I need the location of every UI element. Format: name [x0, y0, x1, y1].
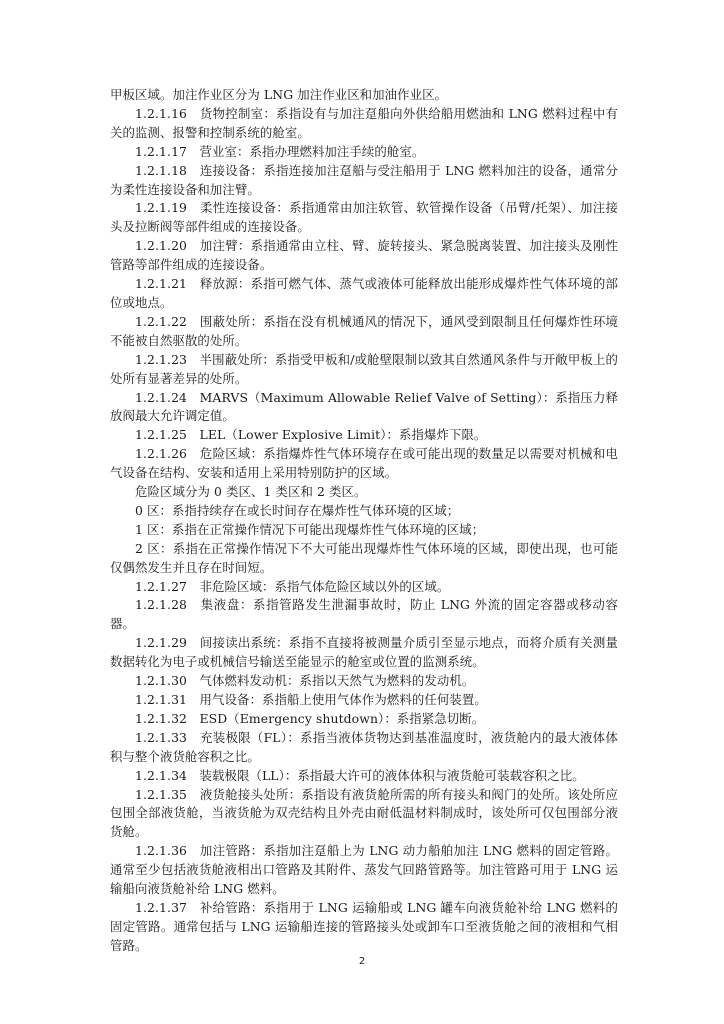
- paragraph: 1.2.1.16 货物控制室：系指设有与加注趸船向外供给船用燃油和 LNG 燃料过程中有关的监测、报警和控制系统的舱室。: [110, 105, 618, 140]
- paragraph: 1.2.1.37 补给管路：系指用于 LNG 运输船或 LNG 罐车向液货舱补给 LNG 燃料的固定管路。通常包括与 LNG 运输船连接的管路接头处或卸车口至液货舱之间的液相和气相管路。: [110, 899, 618, 953]
- paragraph: 1.2.1.32 ESD（Emergency shutdown）：系指紧急切断。: [135, 710, 485, 726]
- paragraph: 1.2.1.23 半围蔽处所：系指受甲板和/或舱壁限制以致其自然通风条件与开敞甲板上的处所有显著差异的处所。: [110, 351, 618, 386]
- paragraph: 1.2.1.29 间接读出系统：系指不直接将被测量介质引至显示地点，而将介质有关测量数据转化为电子或机械信号输送至能显示的舱室或位置的监测系统。: [110, 635, 618, 670]
- paragraph: 1.2.1.21 释放源：系指可燃气体、蒸气或液体可能释放出能形成爆炸性气体环境的部位或地点。: [110, 276, 618, 310]
- paragraph: 1.2.1.34 装载极限（LL）：系指最大许可的液体体积与液货舱可装载容积之比。: [135, 767, 585, 783]
- paragraph: 2 区：系指在正常操作情况下不大可能出现爆炸性气体环境的区域，即使出现，也可能仅偶然发生并且存在时间短。: [110, 540, 618, 575]
- paragraph: 1.2.1.28 集液盘：系指管路发生泄漏事故时，防止 LNG 外流的固定容器或移动容器。: [110, 597, 618, 632]
- paragraph: 1.2.1.35 液货舱接头处所：系指设有液货舱所需的所有接头和阀门的处所。该处所应包围全部液货舱，当液货舱为双壳结构且外壳由耐低温材料制成时，该处所可仅包围部分液货舱。: [110, 786, 618, 840]
- paragraph: 1.2.1.18 连接设备：系指连接加注趸船与受注船用于 LNG 燃料加注的设备，通常分为柔性连接设备和加注臂。: [110, 162, 618, 197]
- paragraph: 1.2.1.24 MARVS（Maximum Allowable Relief Valve of Setting）：系指压力释放阀最大允许调定值。: [110, 389, 618, 424]
- paragraph: 1.2.1.25 LEL（Lower Explosive Limit）：系指爆炸下限。: [135, 427, 487, 443]
- paragraph: 1.2.1.36 加注管路：系指加注趸船上为 LNG 动力船舶加注 LNG 燃料的固定管路。通常至少包括液货舱液相出口管路及其附件、蒸发气回路管路等。加注管路可用于 LNG 运输船向液货舱补给 LNG 燃料。: [110, 843, 618, 897]
- paragraph: 1.2.1.30 气体燃料发动机：系指以天然气为燃料的发动机。: [135, 673, 475, 689]
- document-body: [110, 86, 618, 956]
- paragraph: 危险区域分为 0 类区、1 类区和 2 类区。: [135, 484, 367, 500]
- paragraph: 1.2.1.20 加注臂：系指通常由立柱、臂、旋转接头、紧急脱离装置、加注接头及刚性管路等部件组成的连接设备。: [110, 238, 618, 273]
- paragraph: 1.2.1.31 用气设备：系指船上使用气体作为燃料的任何装置。: [135, 692, 487, 707]
- paragraph: 1 区：系指在正常操作情况下可能出现爆炸性气体环境的区域；: [135, 521, 485, 537]
- paragraph: 1.2.1.27 非危险区域：系指气体危险区域以外的区域。: [135, 578, 450, 594]
- paragraph: 0 区：系指持续存在或长时间存在爆炸性气体环境的区域；: [135, 502, 460, 518]
- paragraph: 1.2.1.22 围蔽处所：系指在没有机械通风的情况下，通风受到限制且任何爆炸性环境不能被自然驱散的处所。: [110, 313, 618, 348]
- paragraph: 1.2.1.33 充装极限（FL）：系指当液体货物达到基准温度时，液货舱内的最大液体体积与整个液货舱容积之比。: [110, 729, 618, 764]
- paragraph: 1.2.1.19 柔性连接设备：系指通常由加注软管、软管操作设备（吊臂/托架）、加注接头及拉断阀等部件组成的连接设备。: [110, 200, 618, 235]
- paragraph: 1.2.1.26 危险区域：系指爆炸性气体环境存在或可能出现的数量足以需要对机械和电气设备在结构、安装和适用上采用特别防护的区域。: [110, 446, 618, 481]
- page-number: 2: [358, 956, 366, 967]
- paragraph: 甲板区域。加注作业区分为 LNG 加注作业区和加油作业区。: [110, 87, 448, 102]
- paragraph: 1.2.1.17 营业室：系指办理燃料加注手续的舱室。: [135, 143, 425, 159]
